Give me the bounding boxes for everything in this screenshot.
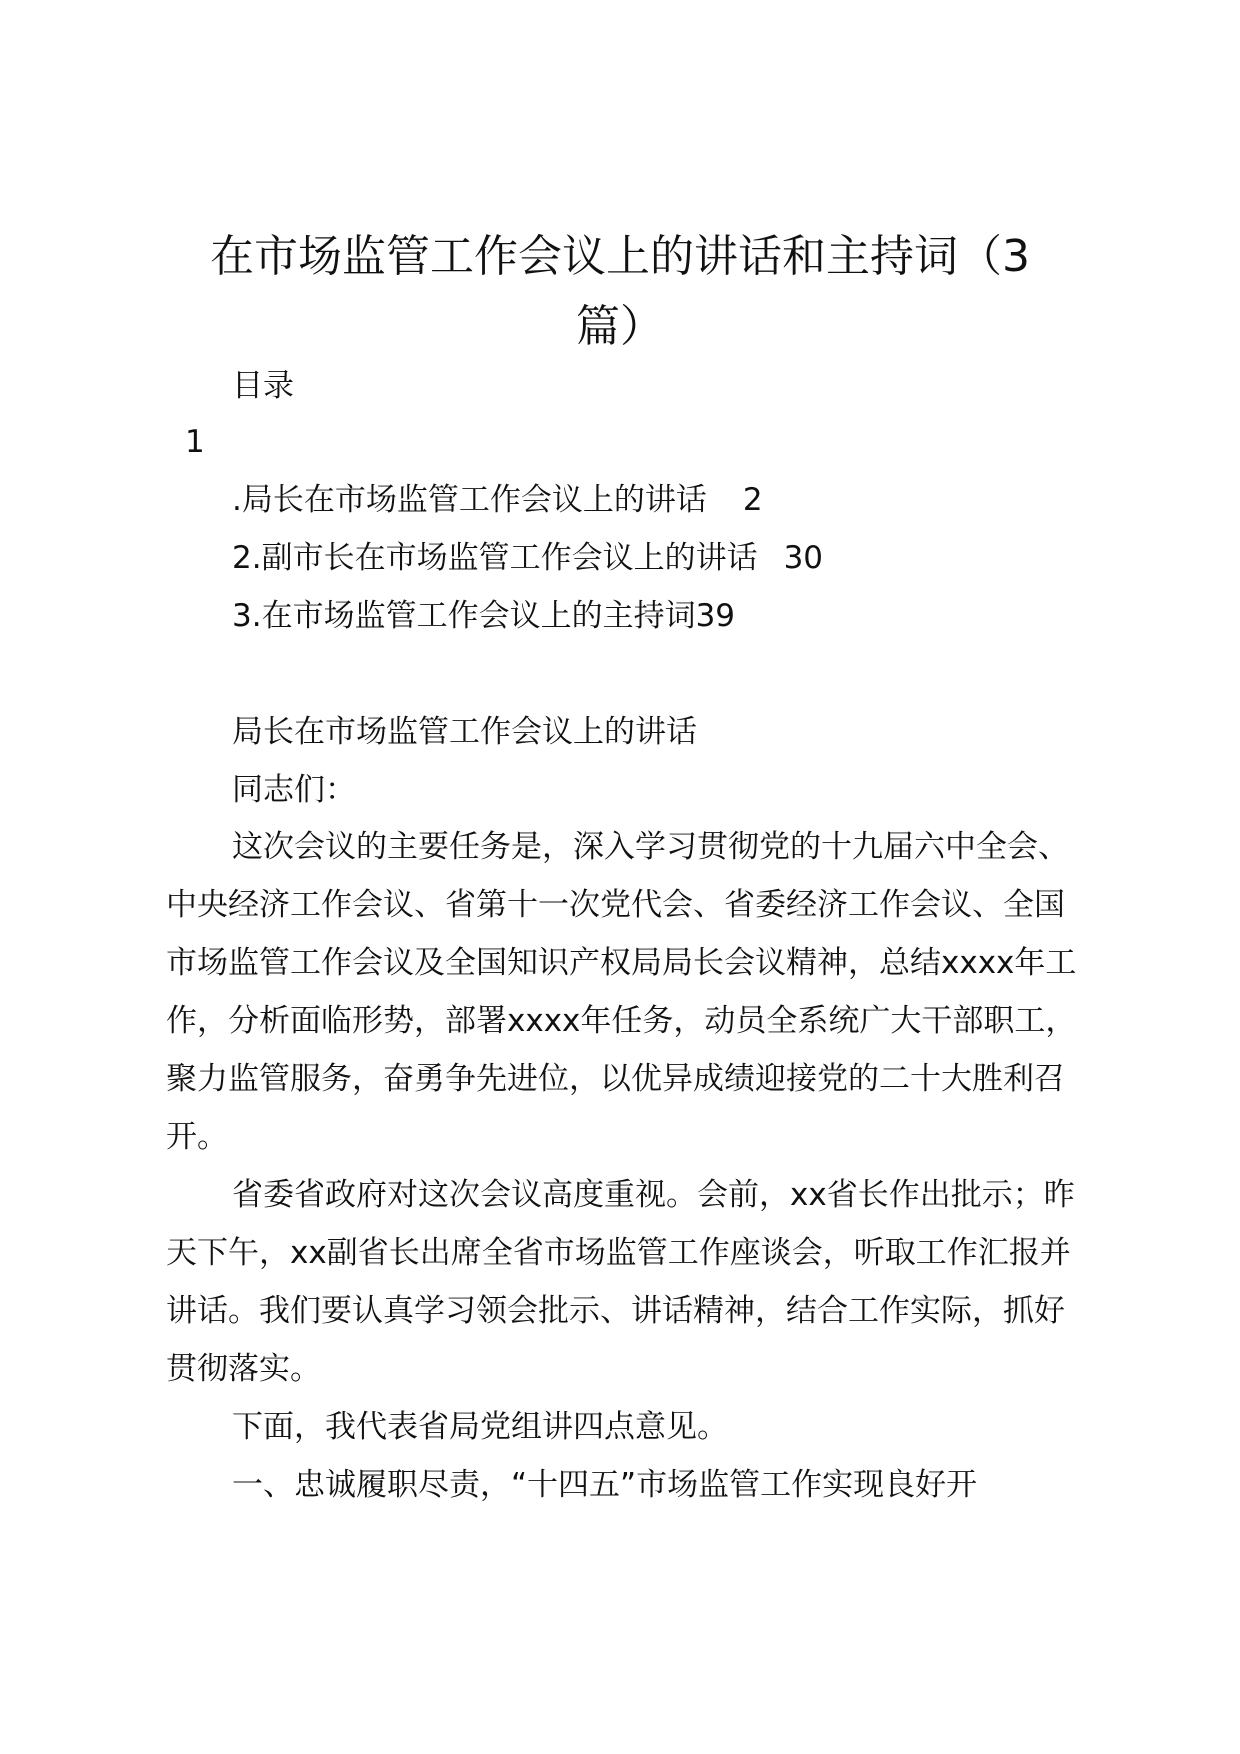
toc-entry-page: 2 [742,482,763,518]
document-title [170,222,1070,362]
toc-heading: 目录 [232,368,294,404]
toc-entry-label: 3.在市场监管工作会议上的主持词 [232,598,696,634]
title-line-1: 在市场监管工作会议上的讲话和主持词（3 [210,231,1030,282]
title-line-2: 篇） [576,301,664,352]
toc-entry-2[interactable] [232,536,823,580]
toc-entry-label: 2.副市长在市场监管工作会议上的讲话 [232,540,758,576]
speech-title: 局长在市场监管工作会议上的讲话 [232,714,697,750]
paragraph: 下面，我代表省局党组讲四点意见。 [232,1409,728,1445]
paragraph: 这次会议的主要任务是，深入学习贯彻党的十九届六中全会、中央经济工作会议、省第十一次党代会、省委经济工作会议、全国市场监管工作会议及全国知识产权局局长会议精神，总结xxxx年工作，分析面临形势，部署xxxx年任务，动员全系统广大干部职工，聚力监管服务，奋勇争先进位，以优异成绩迎接党的二十大胜利召开。 [166,829,1077,1155]
toc-entry-label: .局长在市场监管工作会议上的讲话 [232,482,707,518]
toc-entry-1[interactable] [232,478,763,522]
toc-entry-page: 30 [783,540,824,576]
salutation: 同志们： [232,772,356,808]
toc-number-one: 1 [185,424,205,460]
toc-entry-3[interactable] [232,594,735,638]
paragraph: 一、忠诚履职尽责，“十四五”市场监管工作实现良好开 [232,1467,978,1503]
toc-entry-page: 39 [695,598,736,634]
paragraph: 省委省政府对这次会议高度重视。会前，xx省长作出批示；昨天下午，xx副省长出席全省市场监管工作座谈会，听取工作汇报并讲话。我们要认真学习领会批示、讲话精神，结合工作实际，抓好贯彻落实。 [166,1177,1075,1387]
speech-body [166,818,1086,1514]
